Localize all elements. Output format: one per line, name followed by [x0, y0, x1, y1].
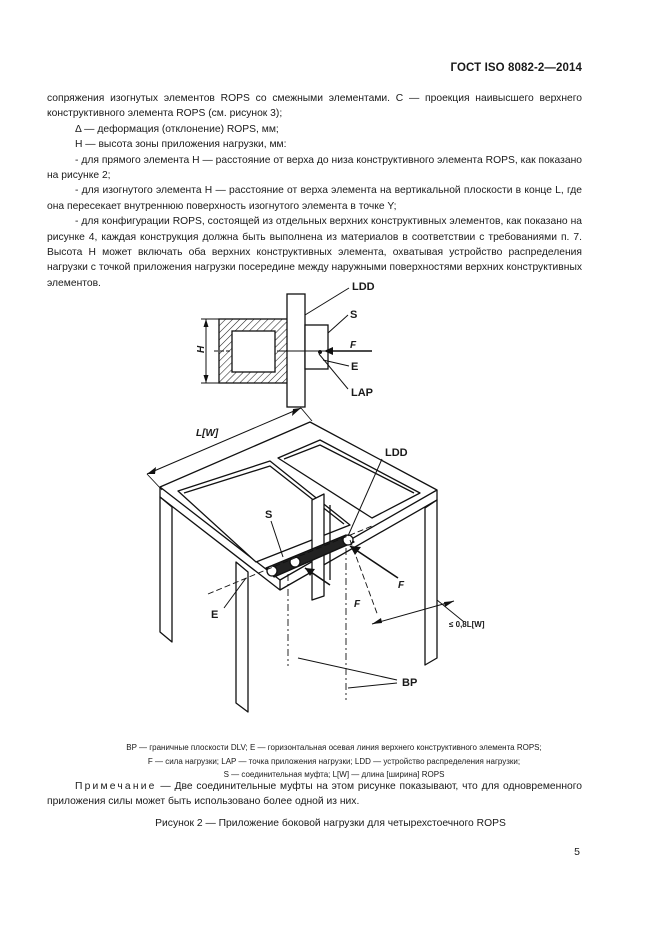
body-text: [47, 91, 582, 291]
figure-legend: [84, 741, 584, 782]
sleeve-middle: [290, 557, 300, 567]
leader-lap: [319, 354, 348, 389]
label-s-top: S: [350, 309, 358, 321]
paragraph-5: - для изогнутого элемента H — расстояние от верха элемента на вертикальной плоскости в конце L, где она пересекает внутреннюю поверхность изогнутого элемента в точке Y;: [47, 185, 582, 212]
label-s-main: S: [265, 509, 273, 521]
sleeve-block: [305, 325, 328, 369]
label-f-top: F: [350, 340, 357, 351]
note-text: — Две соединительные муфты на этом рисунке показывают, что для одновременного приложения силы может быть использовано более одной из них.: [47, 781, 582, 807]
label-lap: LAP: [351, 387, 373, 399]
paragraph-4: - для прямого элемента H — расстояние от верха до низа конструктивного элемента ROPS, как показано на рисунке 2;: [47, 154, 582, 182]
figure-caption: Рисунок 2 — Приложение боковой нагрузки для четырехстоечного ROPS: [155, 818, 506, 829]
label-bp: BP: [402, 677, 418, 689]
document-header: ГОСТ ISO 8082-2—2014: [450, 62, 582, 74]
label-e-main: E: [211, 609, 219, 621]
dimension-08lw: [372, 601, 454, 624]
label-f-main-1: F: [354, 599, 361, 610]
legend-line-1: BP — граничные плоскости DLV; E — горизонтальная осевая линия верхнего конструктивного элемента ROPS;: [126, 743, 542, 752]
leader-ldd-top: [305, 288, 349, 315]
rops-frame: [147, 408, 464, 712]
sleeve-left: [267, 566, 277, 576]
lap-point: [318, 350, 322, 354]
page-number: 5: [574, 846, 580, 858]
label-lw: L[W]: [196, 428, 219, 439]
leg-right: [425, 500, 437, 665]
leg-left: [160, 497, 172, 642]
paragraph-3: H — высота зоны приложения нагрузки, мм:: [75, 139, 287, 151]
label-f-main-2: F: [398, 580, 405, 591]
paragraph-1: сопряжения изогнутых элементов ROPS со смежными элементами. С — проекция наивысшего верхнего конструктивного элемента ROPS (см. рисунок 3);: [47, 93, 582, 120]
label-ldd-main: LDD: [385, 447, 408, 459]
paragraph-6: - для конфигурации ROPS, состоящей из отдельных верхних конструктивных элементов, как показано на рисунке 4, каждая конструкция должна быть выполнена из материалов в соответствии с требованиями п. 7. Высота H может включать оба верхних конструктивных элемента, охватывая устройство распределения нагрузки с точкой приложения нагрузки посередине между наружными поверхностями верхних конструктивных элементов.: [47, 216, 582, 289]
section-inner: [232, 331, 275, 372]
label-e-top: E: [351, 361, 359, 373]
note: [47, 779, 582, 809]
figure-rops-diagram: [0, 270, 661, 730]
legend-line-3: S — соединительная муфта; L[W] — длина [ширина] ROPS: [223, 770, 445, 779]
legend-line-2: F — сила нагрузки; LAP — точка приложения нагрузки; LDD — устройство распределения нагрузки;: [147, 756, 521, 766]
note-label: Примечание: [75, 781, 157, 792]
label-h: H: [196, 345, 207, 353]
paragraph-2: Δ — деформация (отклонение) ROPS, мм;: [75, 123, 279, 135]
label-ldd-top: LDD: [352, 281, 375, 293]
leader-s-top: [328, 315, 348, 333]
cross-section-detail: [201, 288, 372, 407]
leg-front: [236, 562, 248, 712]
label-dist: ≤ 0,8L[W]: [449, 620, 485, 629]
